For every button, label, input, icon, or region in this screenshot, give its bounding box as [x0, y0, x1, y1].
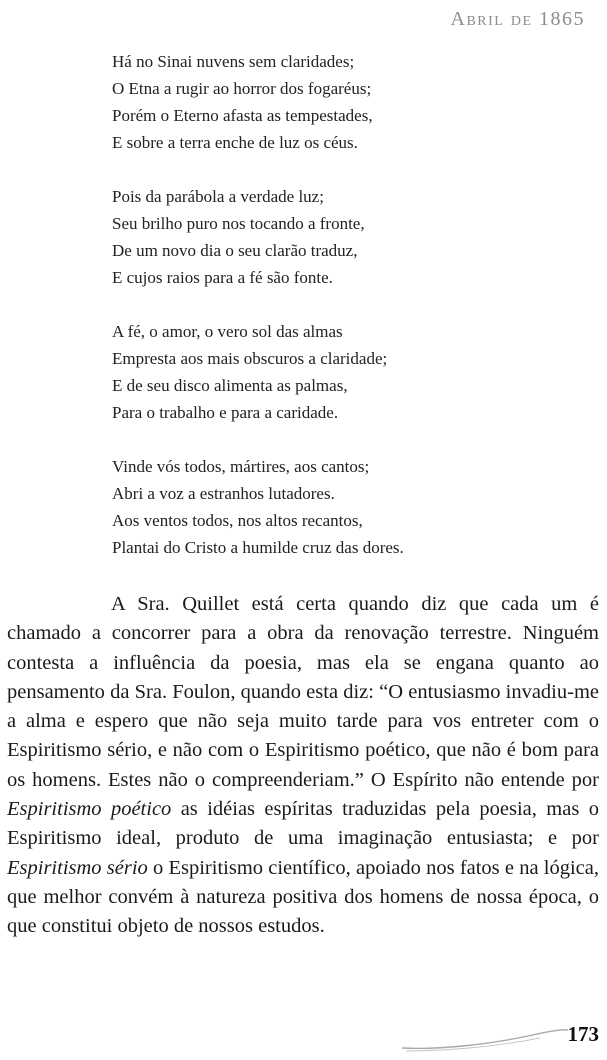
verse-line: Plantai do Cristo a humilde cruz das dores. — [112, 538, 404, 557]
footer-swash-ornament — [400, 1020, 570, 1054]
verse-line: Abri a voz a estranhos lutadores. — [112, 484, 335, 503]
verse-line: Aos ventos todos, nos altos recantos, — [112, 511, 363, 530]
verse-line: Para o trabalho e para a caridade. — [112, 403, 339, 422]
emphasis-term: Espiritismo poético — [7, 798, 172, 821]
verse-line: Porém o Eterno afasta as tempestades, — [112, 106, 373, 125]
stanza — [112, 318, 404, 426]
stanza — [112, 453, 404, 561]
emphasis-term: Espiritismo sério — [7, 856, 148, 879]
running-head: Abril de 1865 — [450, 8, 585, 30]
text-run: as idéias espíritas traduzidas pela poesia, mas o Espiritismo ideal, produto de uma imaginação entusiasta; e por — [7, 798, 599, 850]
text-run: o Espiritismo científico, apoiado nos fatos e na lógica, que melhor convém à natureza positiva dos homens de nossa época, o que constitui objeto de nossos estudos. — [7, 856, 600, 938]
verse-line: Empresta aos mais obscuros a claridade; — [112, 349, 388, 368]
verse-line: O Etna a rugir ao horror dos fogaréus; — [112, 79, 372, 98]
body-text — [7, 590, 599, 942]
verse-line: De um novo dia o seu clarão traduz, — [112, 241, 358, 260]
stanza — [112, 48, 404, 156]
verse-line: Seu brilho puro nos tocando a fronte, — [112, 214, 365, 233]
page-number: 173 — [567, 1022, 599, 1046]
poem — [112, 48, 404, 588]
text-run: A Sra. Quillet está certa quando diz que cada um é chamado a concorrer para a obra da renovação terrestre. Ninguém contesta a influência da poesia, mas ela se engana quanto ao pensamento da Sra. Foulon, quando esta diz: “O entusiasmo invadiu-me a alma e espero que não seja muito tarde para vos entreter com o Espiritismo sério, e não com o Espiritismo poético, que não é bom para os homens. Estes não o compreenderiam.” O Espírito não entende por — [7, 593, 599, 791]
paragraph — [7, 590, 599, 942]
verse-line: E cujos raios para a fé são fonte. — [112, 268, 333, 287]
verse-line: E sobre a terra enche de luz os céus. — [112, 133, 358, 152]
verse-line: A fé, o amor, o vero sol das almas — [112, 322, 343, 341]
verse-line: Vinde vós todos, mártires, aos cantos; — [112, 457, 370, 476]
verse-line: Pois da parábola a verdade luz; — [112, 187, 324, 206]
verse-line: Há no Sinai nuvens sem claridades; — [112, 52, 355, 71]
stanza — [112, 183, 404, 291]
verse-line: E de seu disco alimenta as palmas, — [112, 376, 348, 395]
